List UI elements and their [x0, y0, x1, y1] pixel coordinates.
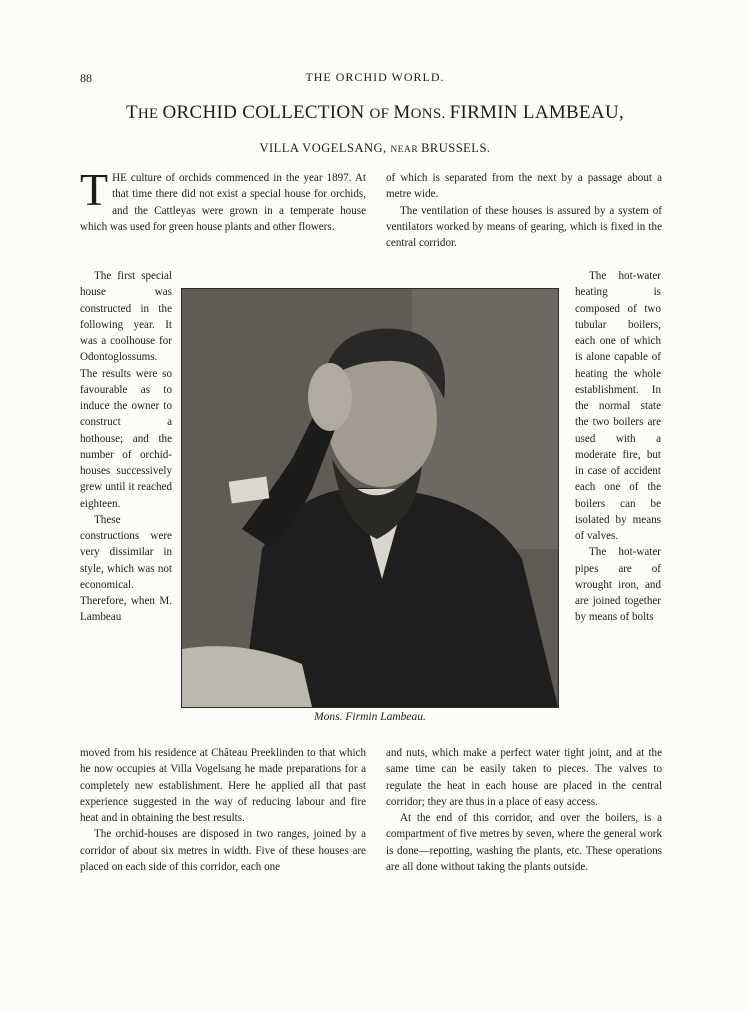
subtitle-part: VILLA VOGELSANG,: [259, 141, 391, 155]
paragraph: The ventilation of these houses is assured by a system of ventilators worked by means of gearing, which is fixed in the central corridor.: [386, 204, 662, 249]
right-column-bottom: [386, 745, 662, 875]
paragraph: and nuts, which make a perfect water tight joint, and at the same time can be easily taken to pieces. The valves to regulate the heat in each house are placed in the central corridor; they are thus in a place of easy access.: [386, 747, 662, 808]
title-part: OF: [369, 106, 394, 122]
paragraph: The hot-water heating is composed of two tubular boilers, each one of which is alone capable of heating the whole establishment. In the normal state the two boilers are used with a moderate fire, but in case of accident each one of the boilers can be isolated by means of valves.: [575, 270, 661, 542]
title-part: M: [393, 102, 411, 123]
subtitle-part: NEAR: [390, 145, 422, 155]
running-head: THE ORCHID WORLD.: [305, 70, 445, 84]
paragraph: moved from his residence at Château Preeklinden to that which he now occupies at Villa Vogelsang he made preparations for a completely new establishment. Here he applied all that past experience suggested in the way of reducing labour and fire heat and in obtaining the best results.: [80, 747, 366, 824]
subtitle-part: BRUSSELS.: [421, 141, 491, 155]
title-part: T: [125, 102, 138, 123]
right-column-narrow: [575, 268, 661, 626]
title-part: ORCHID COLLECTION: [162, 102, 370, 123]
left-column-bottom: [80, 745, 366, 875]
right-column-top: [386, 170, 662, 251]
paragraph: HE culture of orchids commenced in the year 1897. At that time there did not exist a special house for orchids, and the Cattleyas were grown in a temperate house which was used for green house plants and other flowers.: [80, 172, 366, 233]
title-part: HE: [137, 106, 163, 122]
article-title: [40, 102, 710, 124]
page-number: 88: [80, 71, 92, 85]
paragraph: of which is separated from the next by a passage about a metre wide.: [386, 172, 662, 201]
paragraph: The orchid-houses are disposed in two ranges, joined by a corridor of about six metres in width. Five of these houses are placed on each side of this corridor, each one: [80, 828, 366, 873]
portrait-image: [182, 289, 558, 707]
paragraph: The hot-water pipes are of wrought iron, and are joined together by means of bolts: [575, 546, 661, 624]
paragraph: These constructions were very dissimilar in style, which was not economical. Therefore, when M. Lambeau: [80, 513, 172, 624]
left-column-narrow: [80, 268, 172, 626]
paragraph: The first special house was constructed in the following year. It was a coolhouse for Odontoglossums. The results were so favourable as to induce the owner to construct a hothouse; and the number of orchid-houses successively grew until it reached eighteen.: [80, 270, 172, 510]
photo-caption: Mons. Firmin Lambeau.: [314, 711, 426, 723]
drop-cap: T: [80, 164, 109, 215]
left-column-top: [80, 164, 366, 235]
paragraph: At the end of this corridor, and over the boilers, is a compartment of five metres by seven, where the general work is done—repotting, washing the plants, etc. These operations are all done without taking the plants outside.: [386, 812, 662, 873]
title-part: FIRMIN LAMBEAU,: [449, 102, 625, 123]
title-part: ONS.: [410, 106, 450, 122]
article-subtitle: [0, 141, 750, 156]
portrait-photo: [181, 288, 559, 708]
